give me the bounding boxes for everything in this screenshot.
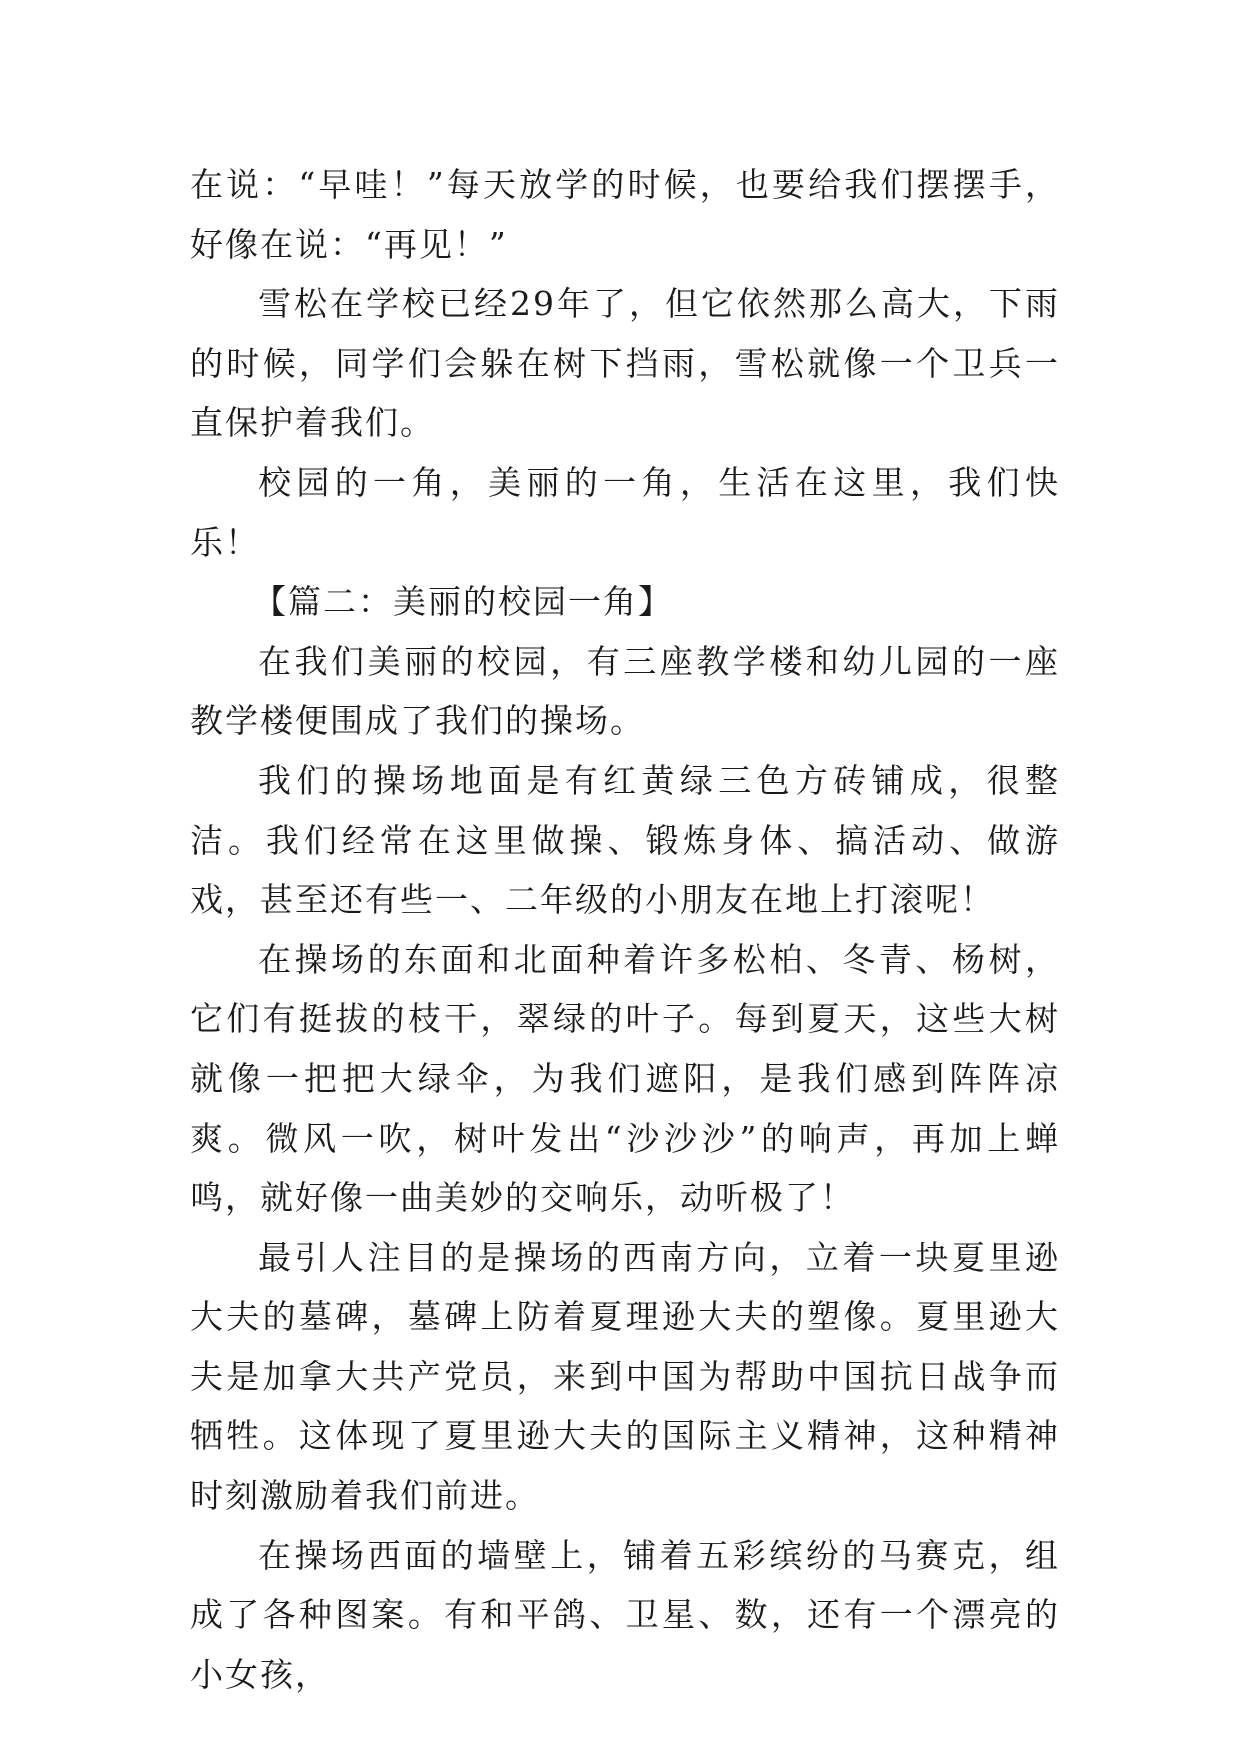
paragraph: 最引人注目的是操场的西南方向，立着一块夏里逊大夫的墓碑，墓碑上防着夏理逊大夫的塑像。夏里逊大夫是加拿大共产党员，来到中国为帮助中国抗日战争而牺牲。这体现了夏里逊大夫的国际主义精神，这种精神时刻激励着我们前进。 — [190, 1237, 1060, 1516]
paragraph: 在我们美丽的校园，有三座教学楼和幼儿园的一座教学楼便围成了我们的操场。 — [190, 641, 1060, 741]
document-body — [190, 155, 1060, 1704]
paragraph: 在说：“早哇！”每天放学的时候，也要给我们摆摆手，好像在说：“再见！” — [190, 165, 1060, 264]
paragraph: 校园的一角，美丽的一角，生活在这里，我们快乐！ — [190, 462, 1060, 562]
paragraph: 在操场西面的墙壁上，铺着五彩缤纷的马赛克，组成了各种图案。有和平鸽、卫星、数，还有一个漂亮的小女孩， — [190, 1535, 1060, 1694]
section-heading: 【篇二：美丽的校园一角】 — [253, 582, 673, 622]
paragraph: 我们的操场地面是有红黄绿三色方砖铺成，很整洁。我们经常在这里做操、锻炼身体、搞活动、做游戏，甚至还有些一、二年级的小朋友在地上打滚呢！ — [190, 760, 1060, 920]
paragraph: 在操场的东面和北面种着许多松柏、冬青、杨树，它们有挺拔的枝干，翠绿的叶子。每到夏天，这些大树就像一把把大绿伞，为我们遮阳，是我们感到阵阵凉爽。微风一吹，树叶发出“沙沙沙”的响声，再加上蝉鸣，就好像一曲美妙的交响乐，动听极了！ — [190, 939, 1060, 1218]
paragraph: 雪松在学校已经29年了，但它依然那么高大，下雨的时候，同学们会躲在树下挡雨，雪松就像一个卫兵一直保护着我们。 — [190, 284, 1060, 443]
